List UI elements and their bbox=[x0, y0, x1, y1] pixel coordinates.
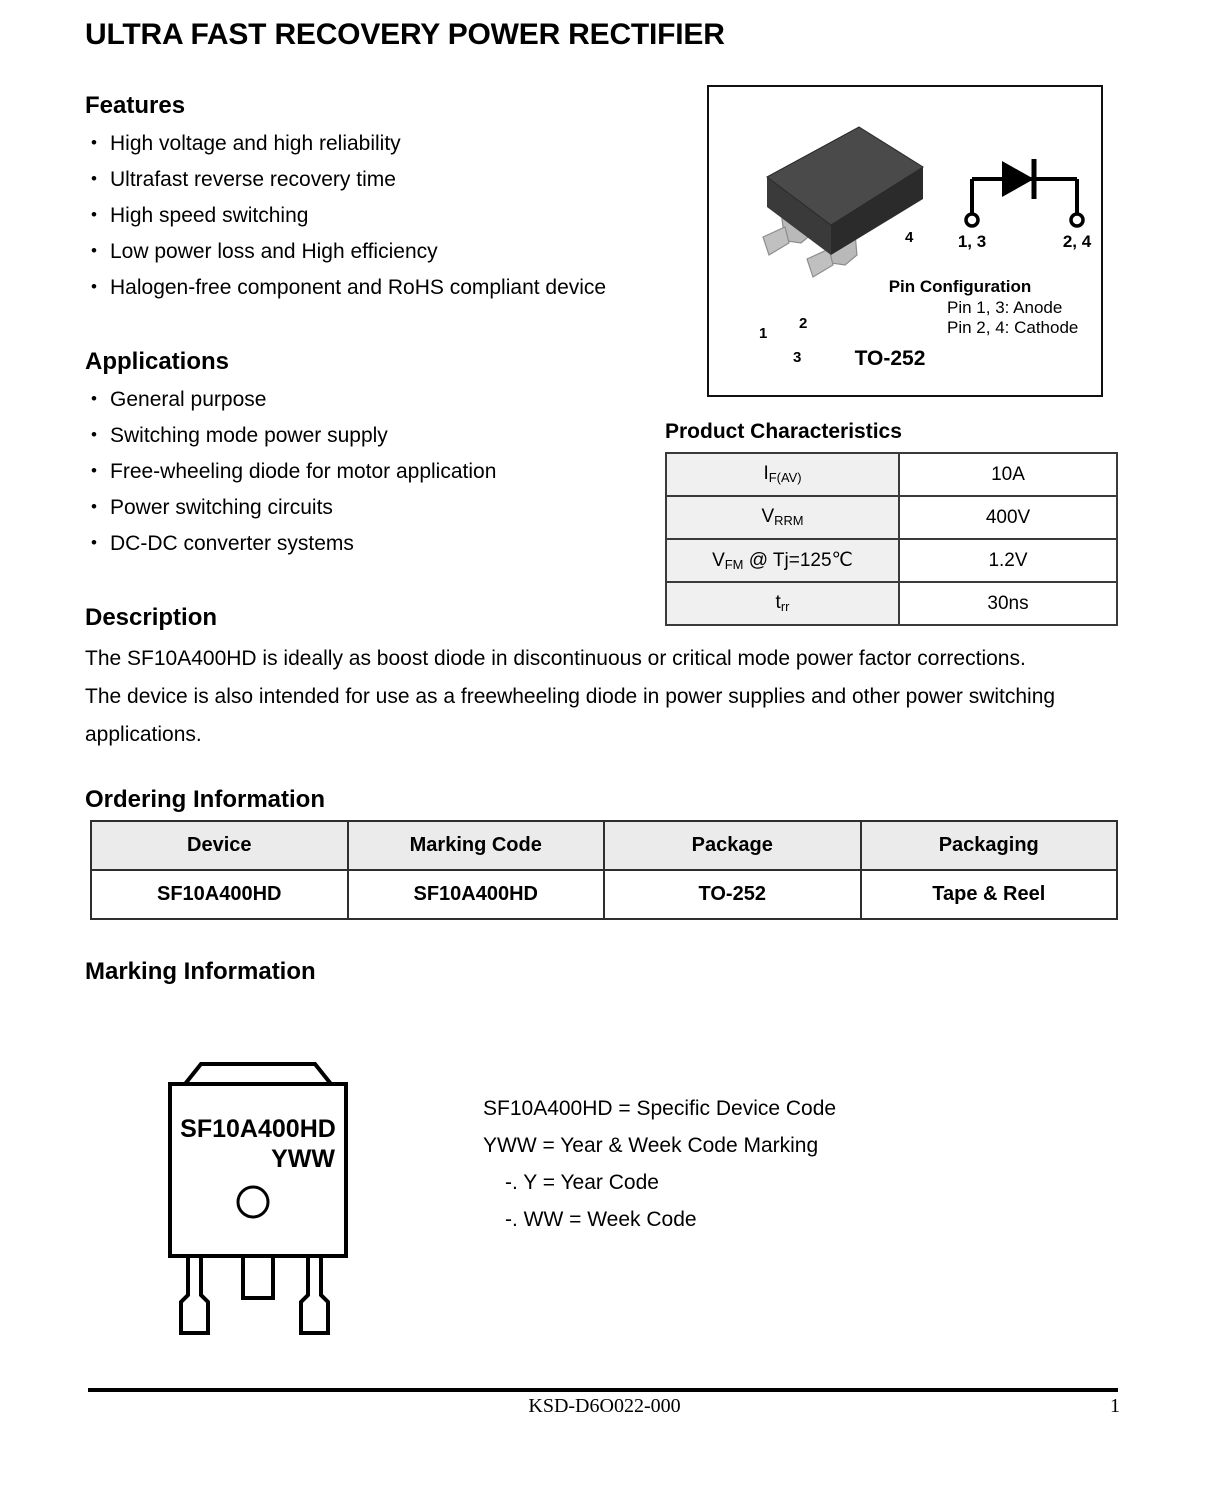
schematic-left-label: 1, 3 bbox=[957, 232, 987, 251]
cell-device: SF10A400HD bbox=[91, 870, 348, 919]
description-line: The SF10A400HD is ideally as boost diode in discontinuous or critical mode power factor corrections. bbox=[85, 647, 1026, 670]
marking-information-heading: Marking Information bbox=[85, 958, 316, 985]
pin-config-line-1: Pin 1, 3: Anode bbox=[947, 298, 1063, 317]
cell-marking-code: SF10A400HD bbox=[348, 870, 605, 919]
list-item: • General purpose bbox=[88, 382, 496, 418]
description-heading: Description bbox=[85, 604, 218, 631]
parameter-cell: $V_{RRM}$ bbox=[666, 496, 899, 539]
table-header-row bbox=[91, 821, 1117, 870]
product-characteristics-table bbox=[665, 452, 1118, 626]
marking-legend bbox=[483, 1090, 836, 1238]
column-header-packaging: Packaging bbox=[861, 821, 1118, 870]
column-header-device: Device bbox=[91, 821, 348, 870]
applications-heading: Applications bbox=[85, 348, 230, 375]
features-heading: Features bbox=[85, 92, 186, 119]
parameter-cell: $I_{F(AV)}$ bbox=[666, 453, 899, 496]
value-cell: 30ns bbox=[899, 582, 1117, 625]
footer-document-code: KSD-D6O022-000 bbox=[528, 1395, 681, 1417]
column-header-package: Package bbox=[604, 821, 861, 870]
list-item: • Ultrafast reverse recovery time bbox=[88, 162, 606, 198]
parameter-cell: $t_{rr}$ bbox=[666, 582, 899, 625]
description-line: applications. bbox=[85, 723, 202, 746]
footer-divider bbox=[88, 1388, 1118, 1392]
column-header-marking-code: Marking Code bbox=[348, 821, 605, 870]
lead-number-3: 3 bbox=[793, 349, 802, 366]
table-row bbox=[666, 539, 1117, 582]
legend-line: -. Y = Year Code bbox=[505, 1171, 659, 1194]
list-item: • High voltage and high reliability bbox=[88, 126, 606, 162]
description-line: The device is also intended for use as a freewheeling diode in power supplies and other power switching bbox=[85, 685, 1056, 708]
package-diagram-panel bbox=[707, 85, 1103, 397]
pin-config-line-2: Pin 2, 4: Cathode bbox=[947, 318, 1079, 337]
list-item: • DC-DC converter systems bbox=[88, 526, 496, 562]
pin-configuration-title: Pin Configuration bbox=[888, 277, 1032, 296]
lead-number-4: 4 bbox=[905, 229, 914, 246]
legend-line: SF10A400HD = Specific Device Code bbox=[483, 1097, 837, 1120]
table-row bbox=[666, 582, 1117, 625]
marking-device-code: SF10A400HD bbox=[180, 1115, 336, 1143]
list-item: • Power switching circuits bbox=[88, 490, 496, 526]
table-row bbox=[666, 453, 1117, 496]
legend-line: YWW = Year & Week Code Marking bbox=[483, 1134, 819, 1157]
features-list bbox=[88, 126, 606, 306]
lead-number-2: 2 bbox=[799, 315, 808, 332]
value-cell: 400V bbox=[899, 496, 1117, 539]
list-item: • Halogen-free component and RoHS compliant device bbox=[88, 270, 606, 306]
ordering-information-table bbox=[90, 820, 1118, 920]
diode-schematic-symbol bbox=[952, 155, 1097, 255]
cell-package: TO-252 bbox=[604, 870, 861, 919]
value-cell: 1.2V bbox=[899, 539, 1117, 582]
legend-line: -. WW = Week Code bbox=[505, 1208, 697, 1231]
cell-packaging: Tape & Reel bbox=[861, 870, 1118, 919]
to252-marking-drawing bbox=[163, 1050, 353, 1335]
applications-list bbox=[88, 382, 496, 562]
parameter-cell: $V_{FM}$ @ Tj=125℃ bbox=[666, 539, 899, 582]
description-body bbox=[85, 640, 1125, 754]
list-item: • High speed switching bbox=[88, 198, 606, 234]
ordering-information-heading: Ordering Information bbox=[85, 786, 325, 813]
table-row bbox=[91, 870, 1117, 919]
value-cell: 10A bbox=[899, 453, 1117, 496]
marking-year-week-code: YWW bbox=[271, 1145, 335, 1173]
package-name-label: TO-252 bbox=[854, 347, 926, 370]
list-item: • Low power loss and High efficiency bbox=[88, 234, 606, 270]
lead-number-1: 1 bbox=[759, 325, 768, 342]
product-characteristics-heading: Product Characteristics bbox=[665, 420, 902, 443]
footer-page-number: 1 bbox=[1110, 1395, 1120, 1417]
list-item: • Free-wheeling diode for motor application bbox=[88, 454, 496, 490]
table-row bbox=[666, 496, 1117, 539]
list-item: • Switching mode power supply bbox=[88, 418, 496, 454]
schematic-right-label: 2, 4 bbox=[1062, 232, 1092, 251]
page-title: ULTRA FAST RECOVERY POWER RECTIFIER bbox=[85, 18, 725, 51]
